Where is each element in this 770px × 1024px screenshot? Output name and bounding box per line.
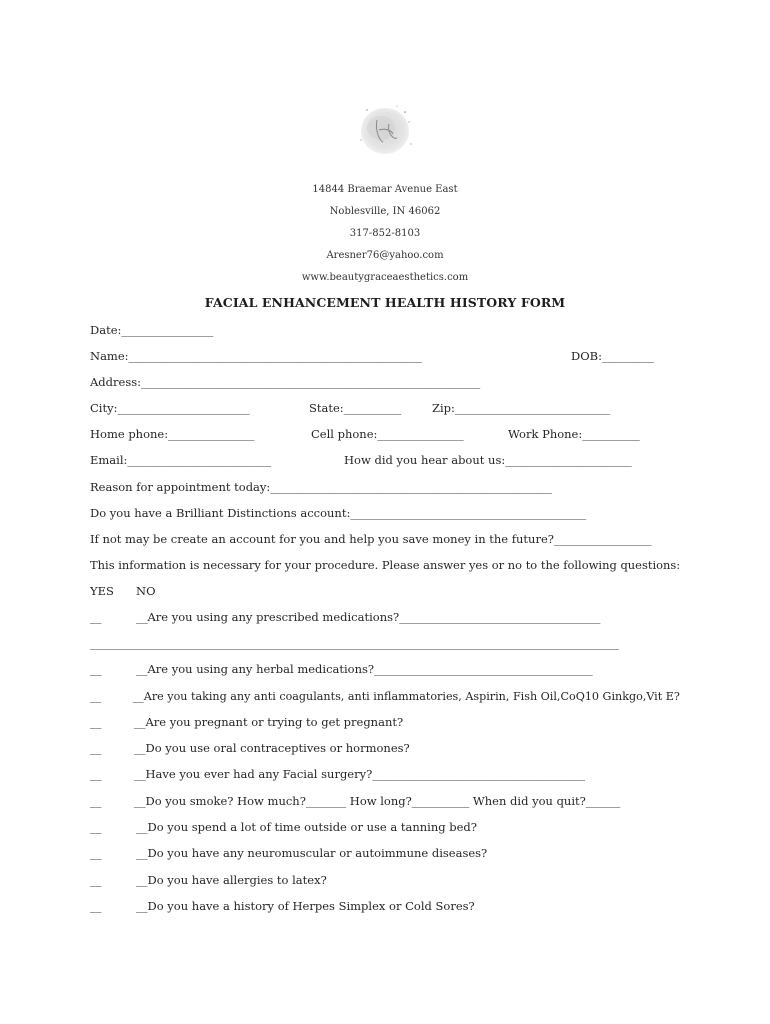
info-note: This information is necessary for your procedure. Please answer yes or no to the following questions: bbox=[90, 558, 681, 572]
question-text[interactable]: __Do you use oral contraceptives or hormones? bbox=[134, 741, 410, 755]
question-text[interactable]: __Are you using any herbal medications?______________________________________ bbox=[136, 662, 593, 676]
yes-blank[interactable]: __ bbox=[90, 767, 102, 781]
yes-blank[interactable]: __ bbox=[90, 662, 102, 676]
date-field[interactable]: Date:________________ bbox=[90, 323, 214, 337]
address-line-1: 14844 Braemar Avenue East bbox=[312, 184, 458, 195]
question-text[interactable]: __Do you spend a lot of time outside or use a tanning bed? bbox=[136, 820, 477, 834]
question-text[interactable]: __Have you ever had any Facial surgery?_____________________________________ bbox=[134, 767, 586, 781]
reason-field[interactable]: Reason for appointment today:_________________________________________________ bbox=[90, 480, 553, 494]
yes-blank[interactable]: __ bbox=[90, 610, 102, 624]
brilliant-account-field[interactable]: Do you have a Brilliant Distinctions account:_________________________________________ bbox=[90, 506, 587, 520]
zip-field[interactable]: Zip:___________________________ bbox=[432, 401, 611, 415]
question-text[interactable]: __Do you have any neuromuscular or autoimmune diseases? bbox=[136, 846, 488, 860]
yes-column-label: YES bbox=[90, 584, 114, 598]
logo-icon bbox=[353, 100, 419, 162]
email-address: Aresner76@yahoo.com bbox=[326, 250, 444, 261]
email-field[interactable]: Email:_________________________ bbox=[90, 453, 272, 467]
yes-blank[interactable]: __ bbox=[90, 873, 102, 887]
website-link[interactable]: www.beautygraceaesthetics.com bbox=[301, 272, 469, 283]
home-phone-field[interactable]: Home phone:_______________ bbox=[90, 427, 255, 441]
work-phone-field[interactable]: Work Phone:__________ bbox=[508, 427, 640, 441]
dob-field[interactable]: DOB:_________ bbox=[571, 349, 654, 363]
yes-blank[interactable]: __ bbox=[90, 689, 102, 703]
state-field[interactable]: State:__________ bbox=[309, 401, 402, 415]
name-field[interactable]: Name:___________________________________________________ bbox=[90, 349, 422, 363]
referral-field[interactable]: How did you hear about us:______________________ bbox=[344, 453, 632, 467]
address-field[interactable]: Address:___________________________________________________________ bbox=[90, 375, 481, 389]
question-text[interactable]: __Do you smoke? How much?_______ How long?__________ When did you quit?______ bbox=[134, 794, 621, 808]
question-text[interactable]: __Are you taking any anti coagulants, anti inflammatories, Aspirin, Fish Oil,CoQ10 Ginkgo,Vit E? bbox=[132, 689, 680, 703]
answer-line[interactable]: ____________________________________________________________________________________________ bbox=[90, 636, 619, 650]
form-title: FACIAL ENHANCEMENT HEALTH HISTORY FORM bbox=[204, 295, 566, 310]
cell-phone-field[interactable]: Cell phone:_______________ bbox=[311, 427, 464, 441]
yes-blank[interactable]: __ bbox=[90, 741, 102, 755]
phone-number: 317-852-8103 bbox=[349, 228, 421, 239]
no-column-label: NO bbox=[136, 584, 156, 598]
yes-blank[interactable]: __ bbox=[90, 794, 102, 808]
question-text[interactable]: __Are you pregnant or trying to get pregnant? bbox=[134, 715, 404, 729]
question-text[interactable]: __Are you using any prescribed medications?___________________________________ bbox=[136, 610, 601, 624]
yes-blank[interactable]: __ bbox=[90, 820, 102, 834]
city-field[interactable]: City:_______________________ bbox=[90, 401, 250, 415]
address-line-2: Noblesville, IN 46062 bbox=[329, 206, 441, 217]
create-account-field[interactable]: If not may be create an account for you and help you save money in the future?_________________ bbox=[90, 532, 652, 546]
question-text[interactable]: __Do you have allergies to latex? bbox=[136, 873, 327, 887]
yes-blank[interactable]: __ bbox=[90, 846, 102, 860]
yes-blank[interactable]: __ bbox=[90, 715, 102, 729]
question-text[interactable]: __Do you have a history of Herpes Simplex or Cold Sores? bbox=[136, 899, 475, 913]
yes-blank[interactable]: __ bbox=[90, 899, 102, 913]
